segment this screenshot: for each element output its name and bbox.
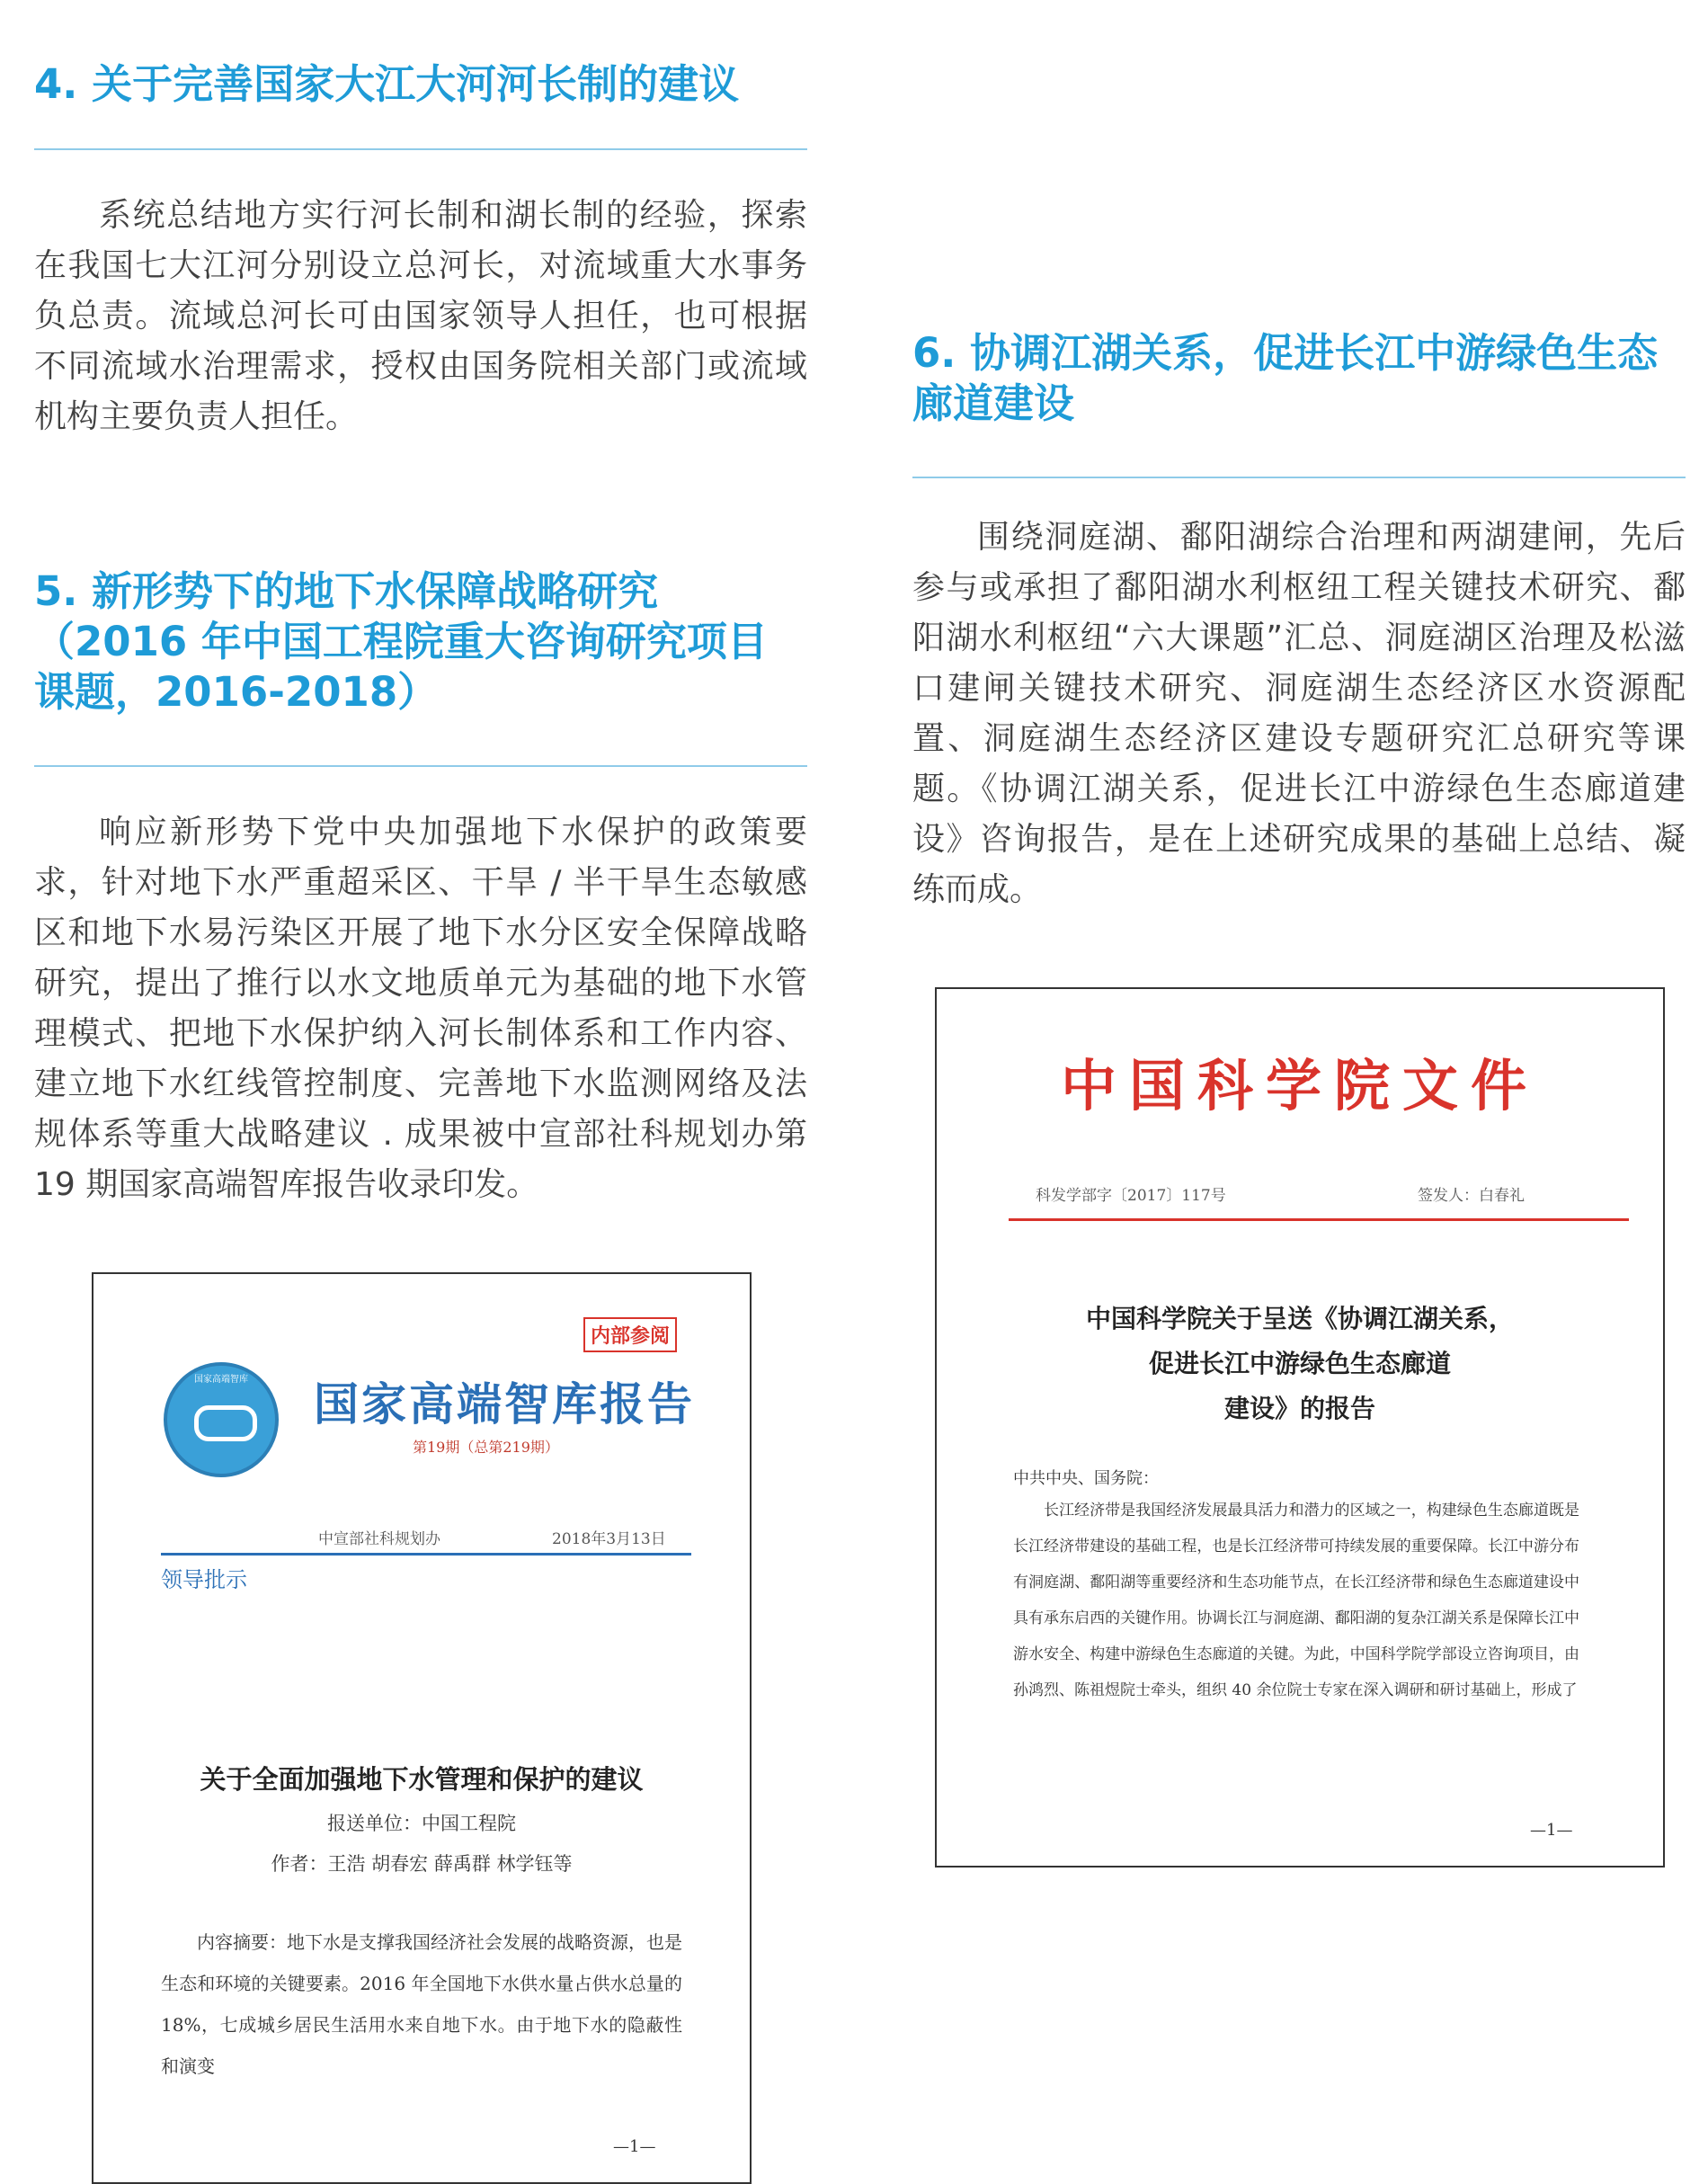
cas-title-line-1: 中国科学院关于呈送《协调江湖关系， (1085, 1304, 1514, 1333)
report-issuer: 中宣部社科规划办 (318, 1530, 440, 1548)
report-date: 2018年3月13日 (552, 1530, 666, 1548)
cas-file-number: 科发学部字〔2017〕117号 (1036, 1187, 1226, 1205)
report-issue: 第19期（总第219期） (413, 1439, 559, 1456)
internal-reference-tag: 内部参阅 (583, 1317, 677, 1352)
report-page-number: —1— (613, 2137, 656, 2156)
report-authors: 作者：王浩 胡春宏 薛禹群 林学钰等 (271, 1853, 573, 1875)
report-name: 国家高端智库报告 (314, 1378, 695, 1431)
cas-body: 长江经济带是我国经济发展最具活力和潜力的区域之一，构建绿色生态廊道既是长江经济带建设的基础工程，也是长江经济带可持续发展的重要保障。长江中游分布有洞庭湖、鄱阳湖等重要经济和生态功能节点，在长江经济带和绿色生态廊道建设中具有承东启西的关键作用。协调长江与洞庭湖、鄱阳湖的复杂江湖关系是保障长江中游水安全、构建中游绿色生态廊道的关键。为此，中国科学院学部设立咨询项目，由孙鸿烈、陈祖煜院士牵头，组织 40 余位院士专家在深入调研和研讨基础上，形成了 (1013, 1502, 1579, 1699)
cas-signer: 签发人：白春礼 (1418, 1187, 1525, 1205)
report-unit: 报送单位：中国工程院 (327, 1813, 516, 1834)
cas-document-image (935, 987, 1665, 1868)
seal-text: 国家高端智库 (194, 1375, 248, 1385)
cas-addressee: 中共中央、国务院： (1013, 1469, 1159, 1488)
section-5-rule (34, 765, 807, 767)
cas-page-number: —1— (1530, 1821, 1573, 1840)
think-tank-report-image (92, 1272, 752, 2184)
section-4-body: 系统总结地方实行河长制和湖长制的经验，探索在我国七大江河分别设立总河长，对流域重大水事务负总责。流域总河长可由国家领导人担任，也可根据不同流域水治理需求，授权由国务院相关部门或流域机构主要负责人担任。 (34, 197, 807, 435)
section-5-body: 响应新形势下党中央加强地下水保护的政策要求，针对地下水严重超采区、干旱 / 半干旱生态敏感区和地下水易污染区开展了地下水分区安全保障战略研究，提出了推行以水文地质单元为基础的地下水管理模式、把地下水保护纳入河长制体系和工作内容、建立地下水红线管控制度、完善地下水监测网络及法规体系等重大战略建议 . 成果被中宣部社科规划办第 19 期国家高端智库报告收录印发。 (34, 814, 807, 1203)
section-6-body: 围绕洞庭湖、鄱阳湖综合治理和两湖建闸，先后参与或承担了鄱阳湖水利枢纽工程关键技术研究、鄱阳湖水利枢纽“六大课题”汇总、洞庭湖区治理及松滋口建闸关键技术研究、洞庭湖生态经济区水资源配置、洞庭湖生态经济区建设专题研究汇总研究等课题。《协调江湖关系，促进长江中游绿色生态廊道建设》咨询报告，是在上述研究成果的基础上总结、凝练而成。 (912, 519, 1686, 908)
think-tank-seal-icon (164, 1362, 279, 1477)
section-6-rule (912, 477, 1686, 478)
section-6-title: 6. 协调江湖关系，促进长江中游绿色生态廊道建设 (912, 329, 1659, 427)
cas-title-line-2: 促进长江中游绿色生态廊道 (1148, 1349, 1451, 1378)
report-blue-rule (161, 1553, 691, 1556)
section-4-rule (34, 148, 807, 150)
cas-document-header: 中国科学院文件 (1060, 1053, 1539, 1119)
section-5-title: 5. 新形势下的地下水保障战略研究（2016 年中国工程院重大咨询研究项目课题，2016-2018） (34, 567, 768, 716)
key-icon (194, 1405, 257, 1441)
report-title: 关于全面加强地下水管理和保护的建议 (200, 1764, 644, 1795)
leader-instruction-label: 领导批示 (161, 1567, 247, 1592)
cas-red-rule (1009, 1218, 1629, 1221)
cas-title-line-3: 建设》的报告 (1223, 1394, 1375, 1423)
report-abstract: 内容摘要：地下水是支撑我国经济社会发展的战略资源，也是生态和环境的关键要素。2016 年全国地下水供水量占供水总量的 18%，七成城乡居民生活用水来自地下水。由于地下水的隐蔽性和演变 (161, 1931, 682, 2077)
section-4-title: 4. 关于完善国家大江大河河长制的建议 (34, 60, 740, 108)
